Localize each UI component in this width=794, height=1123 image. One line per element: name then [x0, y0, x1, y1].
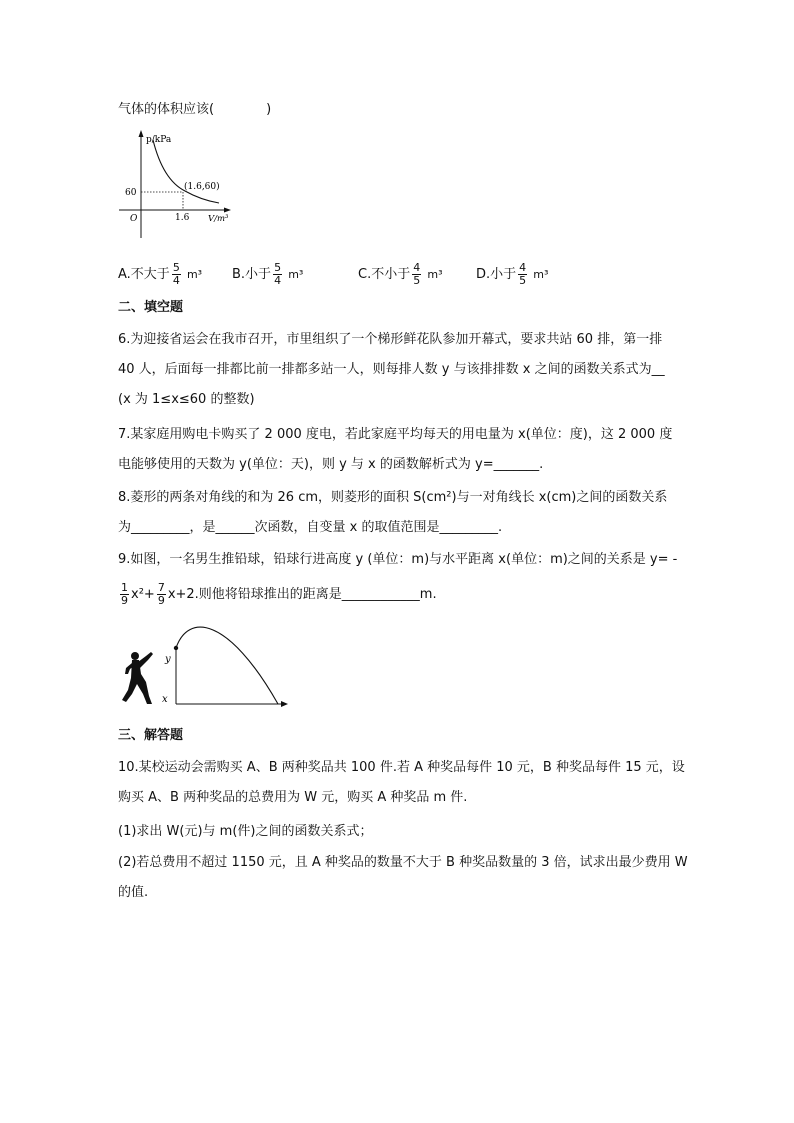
athlete-silhouette-icon: [122, 652, 153, 704]
q5-x-tick: 1.6: [175, 213, 190, 223]
q5-y-axis-label: p/kPa: [146, 135, 172, 145]
q5-option-c-fraction: $\frac{4}{5}$: [413, 261, 421, 287]
q5-option-d[interactable]: D.小于 $\frac{4}{5}$ m³: [476, 261, 549, 287]
q5-x-axis-label: V/m³: [208, 214, 229, 224]
q10-part-1: (1)求出 W(元)与 m(件)之间的函数关系式；: [118, 824, 373, 839]
section-fill-in-heading: 二、填空题: [118, 300, 184, 315]
q5-option-c[interactable]: C.不小于 $\frac{4}{5}$ m³: [358, 261, 443, 287]
q5-option-b[interactable]: B.小于 $\frac{5}{4}$ m³: [232, 261, 304, 287]
q7-line-1: 7.某家庭用购电卡购买了 2 000 度电，若此家庭平均每天的用电量为 x(单位：度)，这 2 000 度: [118, 427, 673, 442]
q9-figure-y-label: y: [165, 654, 171, 665]
q6-line-3: (x 为 1≤x≤60 的整数): [118, 392, 255, 407]
q9-figure-x-label: x: [162, 694, 168, 705]
q10-part-2-line-1: (2)若总费用不超过 1150 元，且 A 种奖品的数量不大于 B 种奖品数量的 3 倍，试求出最少费用 W: [118, 855, 688, 870]
q5-option-a[interactable]: A.不大于 $\frac{5}{4}$ m³: [118, 261, 203, 287]
section-solutions-heading: 三、解答题: [118, 728, 184, 743]
q9-formula-line: $\frac{1}{9}$ x²+ $\frac{7}{9}$ x+2.则他将铅球推出的距离是____________m.: [121, 581, 437, 607]
q6-line-1: 6.为迎接省运会在我市召开，市里组织了一个梯形鲜花队参加开幕式，要求共站 60 排，第一排: [118, 332, 663, 347]
q10-part-2-line-2: 的值.: [118, 885, 149, 900]
q10-line-1: 10.某校运动会需购买 A、B 两种奖品共 100 件.若 A 种奖品每件 10 元，B 种奖品每件 15 元，设: [118, 760, 685, 775]
q9-fraction-2: $\frac{7}{9}$: [157, 581, 165, 607]
q8-line-1: 8.菱形的两条对角线的和为 26 cm，则菱形的面积 S(cm²)与一对角线长 x(cm)之间的函数关系: [118, 490, 668, 505]
q10-line-2: 购买 A、B 两种奖品的总费用为 W 元，购买 A 种奖品 m 件.: [118, 790, 468, 805]
q5-origin-label: O: [130, 214, 138, 224]
q5-stem-tail: 气体的体积应该( ): [118, 102, 272, 117]
q9-fraction-1: $\frac{1}{9}$: [121, 581, 128, 607]
q5-option-a-fraction: $\frac{5}{4}$: [172, 261, 180, 287]
q5-pressure-volume-graph: [115, 128, 240, 246]
q9-shot-put-figure: [118, 618, 293, 710]
q5-option-d-fraction: $\frac{4}{5}$: [519, 261, 527, 287]
q7-line-2: 电能够使用的天数为 y(单位：天)，则 y 与 x 的函数解析式为 y=_______.: [118, 457, 544, 472]
q6-line-2: 40 人，后面每一排都比前一排都多站一人，则每排人数 y 与该排排数 x 之间的函数关系式为__: [118, 362, 665, 377]
q5-point-label: (1.6,60): [184, 182, 220, 192]
q8-line-2: 为_________，是______次函数，自变量 x 的取值范围是_________.: [118, 520, 503, 535]
q5-y-tick: 60: [125, 188, 137, 198]
q9-line-1: 9.如图，一名男生推铅球，铅球行进高度 y (单位：m)与水平距离 x(单位：m)之间的关系是 y= -: [118, 552, 678, 567]
q5-option-b-fraction: $\frac{5}{4}$: [274, 261, 282, 287]
